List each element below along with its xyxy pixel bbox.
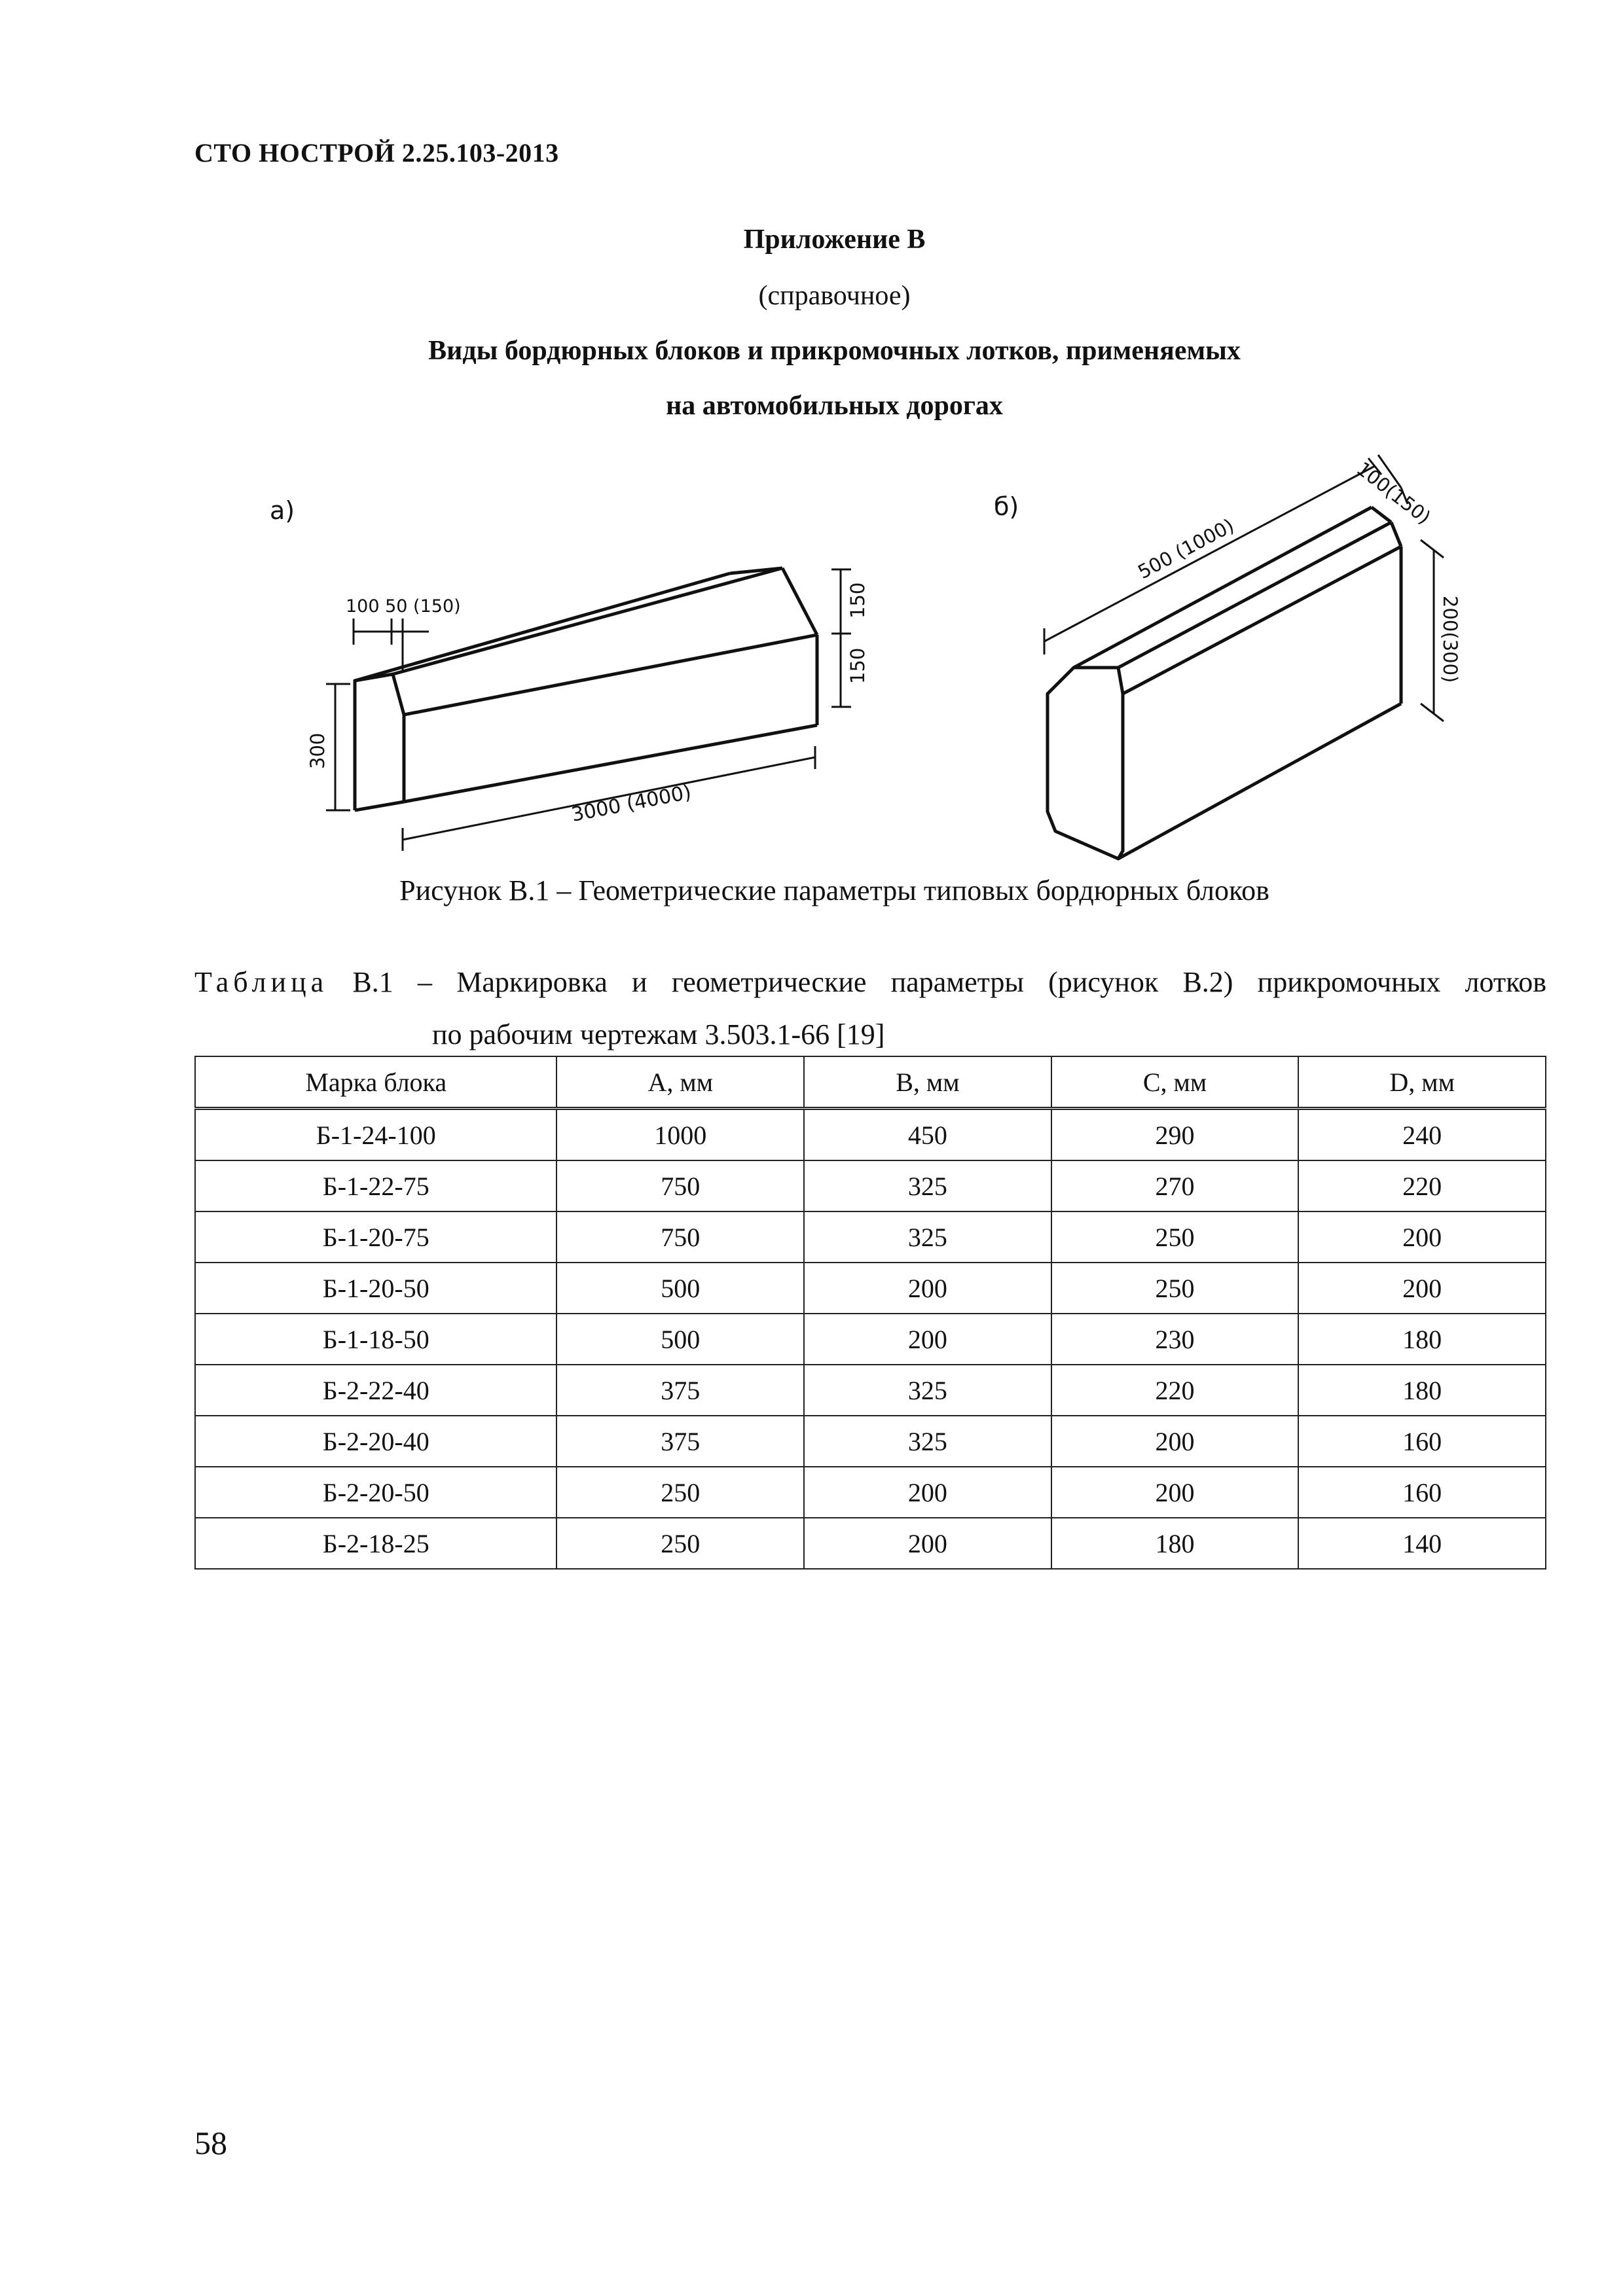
table-cell: 750 bbox=[556, 1160, 804, 1211]
table-cell: Б-1-20-50 bbox=[195, 1263, 556, 1314]
table-row bbox=[195, 1109, 1546, 1161]
table-cell: 200 bbox=[1298, 1263, 1546, 1314]
curb-block-drawing-a bbox=[0, 0, 1623, 916]
table-cell: 240 bbox=[1298, 1109, 1546, 1161]
block-b-end-face bbox=[1048, 668, 1123, 859]
table-cell: 325 bbox=[804, 1211, 1051, 1263]
table-cell: Б-1-22-75 bbox=[195, 1160, 556, 1211]
table-cell: 325 bbox=[804, 1160, 1051, 1211]
table-cell: 220 bbox=[1051, 1365, 1299, 1416]
dim-a-lower-150: 150 bbox=[847, 647, 869, 684]
table-cell: 180 bbox=[1298, 1314, 1546, 1365]
table-row bbox=[195, 1160, 1546, 1211]
table-cell: Б-2-20-50 bbox=[195, 1467, 556, 1518]
table-cell: Б-2-20-40 bbox=[195, 1416, 556, 1467]
table-cell: 200 bbox=[1051, 1416, 1299, 1467]
table-caption-line-2: по рабочим чертежам 3.503.1-66 [19] bbox=[432, 1018, 885, 1050]
header-cell: A, мм bbox=[556, 1056, 804, 1109]
table-cell: 160 bbox=[1298, 1416, 1546, 1467]
table-cell: 750 bbox=[556, 1211, 804, 1263]
appendix-heading-line-1: Виды бордюрных блоков и прикромочных лотков, применяемых bbox=[428, 336, 1241, 366]
table-cell: 375 bbox=[556, 1365, 804, 1416]
header-cell: D, мм bbox=[1298, 1056, 1546, 1109]
table-cell: Б-1-20-75 bbox=[195, 1211, 556, 1263]
table-caption-rest: В.1 – Маркировка и геометрические параметры (рисунок В.2) прикромочных лотков bbox=[352, 966, 1547, 998]
table-cell: 200 bbox=[804, 1467, 1051, 1518]
table-cell: 500 bbox=[556, 1263, 804, 1314]
table-cell: 500 bbox=[556, 1314, 804, 1365]
table-caption-word: Таблица bbox=[194, 966, 329, 998]
header-cell: Марка блока bbox=[195, 1056, 556, 1109]
table-cell: 220 bbox=[1298, 1160, 1546, 1211]
table-cell: 325 bbox=[804, 1365, 1051, 1416]
dim-a-height: 300 bbox=[306, 732, 329, 769]
table-cell: 450 bbox=[804, 1109, 1051, 1161]
table-cell: 1000 bbox=[556, 1109, 804, 1161]
appendix-subtitle: (справочное) bbox=[758, 281, 911, 311]
table-caption bbox=[194, 965, 1546, 999]
table-cell: 180 bbox=[1298, 1365, 1546, 1416]
table-cell: 200 bbox=[1298, 1211, 1546, 1263]
table-cell: Б-1-18-50 bbox=[195, 1314, 556, 1365]
table-cell: 200 bbox=[804, 1263, 1051, 1314]
table-row bbox=[195, 1518, 1546, 1569]
table-row bbox=[195, 1416, 1546, 1467]
dim-a-length: 3000 (4000) bbox=[569, 781, 693, 827]
appendix-heading-line-2: на автомобильных дорогах bbox=[666, 391, 1003, 421]
table-row bbox=[195, 1365, 1546, 1416]
table-cell: 140 bbox=[1298, 1518, 1546, 1569]
table-cell: 250 bbox=[556, 1467, 804, 1518]
table-cell: 325 bbox=[804, 1416, 1051, 1467]
table-row bbox=[195, 1467, 1546, 1518]
figure-caption: Рисунок В.1 – Геометрические параметры типовых бордюрных блоков bbox=[399, 874, 1269, 906]
table-cell: 200 bbox=[804, 1314, 1051, 1365]
table-cell: 375 bbox=[556, 1416, 804, 1467]
document-code: СТО НОСТРОЙ 2.25.103-2013 bbox=[194, 138, 559, 168]
dim-b-height: 200(300) bbox=[1439, 596, 1461, 683]
dim-a-upper-150: 150 bbox=[847, 582, 869, 619]
table-cell: Б-2-18-25 bbox=[195, 1518, 556, 1569]
table-cell: 290 bbox=[1051, 1109, 1299, 1161]
table-cell: 230 bbox=[1051, 1314, 1299, 1365]
header-cell: C, мм bbox=[1051, 1056, 1299, 1109]
table-cell: 180 bbox=[1051, 1518, 1299, 1569]
table-row bbox=[195, 1263, 1546, 1314]
page-number: 58 bbox=[194, 2125, 227, 2161]
figure-label-b: б) bbox=[994, 492, 1019, 521]
data-table bbox=[194, 1056, 1546, 1570]
table-row bbox=[195, 1211, 1546, 1263]
table-cell: Б-1-24-100 bbox=[195, 1109, 556, 1161]
table-row bbox=[195, 1314, 1546, 1365]
dim-b-length: 500 (1000) bbox=[1134, 514, 1238, 584]
dim-a-top-widths: 100 50 (150) bbox=[346, 596, 461, 617]
table-cell: 250 bbox=[556, 1518, 804, 1569]
appendix-title: Приложение В bbox=[743, 224, 926, 255]
dim-b-top-width: 100(150) bbox=[1352, 457, 1435, 529]
table-header-row bbox=[195, 1056, 1546, 1109]
table-cell: 160 bbox=[1298, 1467, 1546, 1518]
block-a-end-face bbox=[355, 674, 404, 810]
table-cell: 200 bbox=[804, 1518, 1051, 1569]
table-cell: 250 bbox=[1051, 1211, 1299, 1263]
table-cell: 270 bbox=[1051, 1160, 1299, 1211]
header-cell: B, мм bbox=[804, 1056, 1051, 1109]
figure-label-a: а) bbox=[270, 496, 295, 525]
table-cell: 200 bbox=[1051, 1467, 1299, 1518]
table-cell: Б-2-22-40 bbox=[195, 1365, 556, 1416]
table-cell: 250 bbox=[1051, 1263, 1299, 1314]
